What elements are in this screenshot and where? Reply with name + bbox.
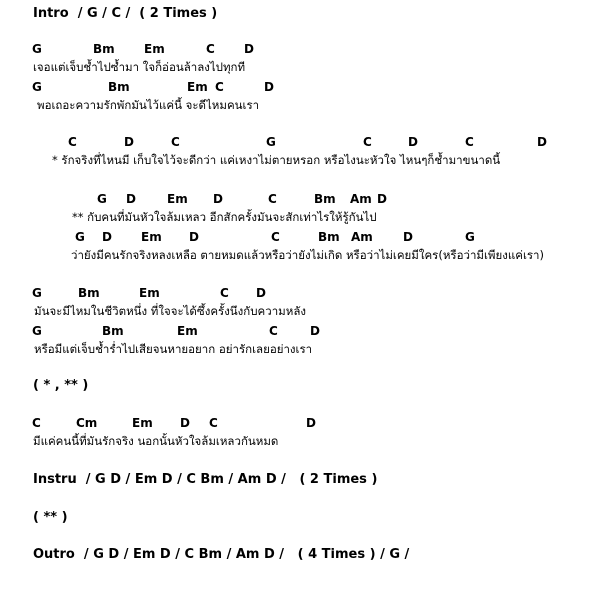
chord: D [189,230,199,244]
chord: Bm [93,42,115,56]
chord: Am [351,230,373,244]
chord: D [377,192,387,206]
lyric-line-3: * รักจริงที่ไหนมี เก็บใจไว้จะดีกว่า แค่เหงาไม่ตายหรอก หรือไงนะหัวใจ ไหนๆก็ช้ำมาขนาดนี้ [52,153,501,167]
chord: D [126,192,136,206]
chord: D [403,230,413,244]
lyric-line-1: เจอแต่เจ็บช้ำไปซ้ำมา ใจก็อ่อนล้าลงไปทุกที [33,60,246,74]
instru-line: Instru / G D / Em D / C Bm / Am D / ( 2 Times ) [33,472,378,487]
chord-line-7 [0,325,600,339]
chord: Bm [318,230,340,244]
chord: G [32,80,42,94]
chord: C [465,135,474,149]
chord: D [244,42,254,56]
chord-line-2 [0,81,600,95]
chord: C [68,135,77,149]
chord: Em [141,230,162,244]
chord: G [75,230,85,244]
chord-line-5 [0,231,600,245]
chord: C [268,192,277,206]
chord: D [310,324,320,338]
chord: Am [350,192,372,206]
chord: C [171,135,180,149]
chord-line-8 [0,417,600,431]
chord: D [256,286,266,300]
chord: Em [139,286,160,300]
repeat-marker-2: ( ** ) [33,510,68,525]
chord: C [215,80,224,94]
outro-line: Outro / G D / Em D / C Bm / Am D / ( 4 Times ) / G / [33,547,410,562]
chord: D [213,192,223,206]
lyric-line-2: พอเถอะความรักพักมันไว้แค่นี้ จะดีไหมคนเรา [37,98,260,112]
chord: Em [177,324,198,338]
chord: Bm [102,324,124,338]
chord-line-4 [0,193,600,207]
chord: C [269,324,278,338]
chord: D [124,135,134,149]
lyric-line-7: หรือมีแต่เจ็บช้ำร่ำไปเสียจนหายอยาก อย่ารักเลยอย่างเรา [34,342,313,356]
chord: G [97,192,107,206]
chord: Bm [314,192,336,206]
chord: G [465,230,475,244]
chord: G [32,286,42,300]
chord: Bm [78,286,100,300]
chord-line-3 [0,136,600,150]
chord: C [220,286,229,300]
chord: G [32,324,42,338]
chord: Em [187,80,208,94]
chord: D [102,230,112,244]
chord: D [537,135,547,149]
lyric-line-6: มันจะมีไหมในชีวิตหนึ่ง ที่ใจจะได้ซึ้งครั้งนึงกับความหลัง [34,304,306,318]
lyric-line-4: ** กับคนที่มันหัวใจล้มเหลว อีกสักครั้งมันจะสักเท่าไรให้รู้กันไป [72,210,377,224]
chord: C [271,230,280,244]
chord: D [180,416,190,430]
chord: G [266,135,276,149]
chord: Em [144,42,165,56]
chord: Em [167,192,188,206]
chord: D [408,135,418,149]
lyric-line-5: ว่ายังมีคนรักจริงหลงเหลือ ตายหมดแล้วหรือว่ายังไม่เกิด หรือว่าไม่เคยมีใคร(หรือว่ามีเพียงแค่เรา) [71,248,544,262]
chord: Em [132,416,153,430]
chord: C [32,416,41,430]
chord: C [206,42,215,56]
chord: Cm [76,416,98,430]
lyric-line-8: มีแค่คนนี้ที่มันรักจริง นอกนั้นหัวใจล้มเหลวกันหมด [33,434,279,448]
chord: D [306,416,316,430]
chord: G [32,42,42,56]
chord-line-6 [0,287,600,301]
chord: D [264,80,274,94]
chord: Bm [108,80,130,94]
chord: C [363,135,372,149]
intro-line: Intro / G / C / ( 2 Times ) [33,6,218,21]
chord-line-1 [0,43,600,57]
chord: C [209,416,218,430]
repeat-marker-1: ( * , ** ) [33,378,89,393]
